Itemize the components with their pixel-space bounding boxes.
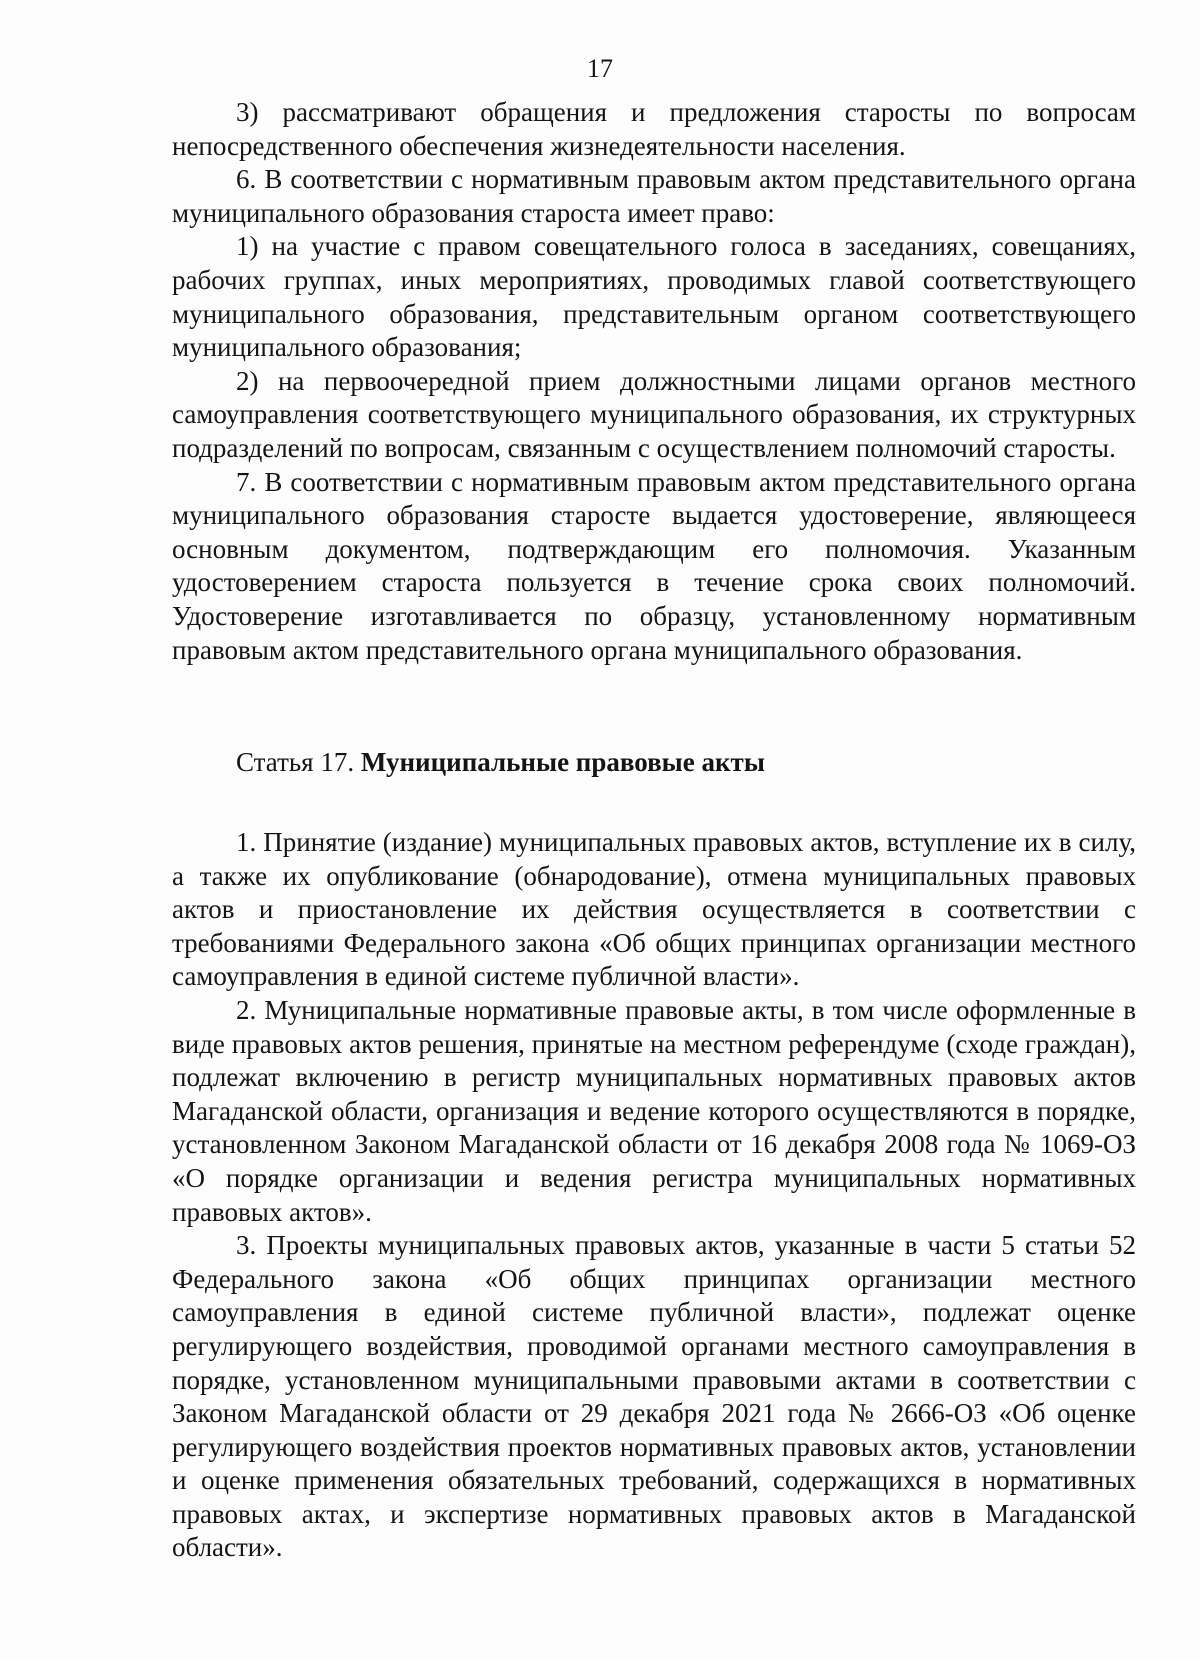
paragraph: 2) на первоочередной прием должностными лицами органов местного самоуправления соответствующего муниципального образования, их структурных подразделений по вопросам, связанным с осуществлением полномочий старосты. bbox=[172, 365, 1136, 463]
paragraph: 2. Муниципальные нормативные правовые акты, в том числе оформленные в виде правовых актов решения, принятые на местном референдуме (сходе граждан), подлежат включению в регистр муниципальных нормативных правовых актов Магаданской области, организация и ведение которого осуществляются в порядке, установленном Законом Магаданской области от 16 декабря 2008 года № 1069-ОЗ «О порядке организации и ведения регистра муниципальных нормативных правовых актов». bbox=[172, 994, 1136, 1227]
paragraph: 1) на участие с правом совещательного голоса в заседаниях, совещаниях, рабочих группах, иных мероприятиях, проводимых главой соответствующего муниципального образования, представительным органом соответствующего муниципального образования; bbox=[172, 231, 1136, 363]
paragraph: 7. В соответствии с нормативным правовым актом представительного органа муниципального образования старосте выдается удостоверение, являющееся основным документом, подтверждающим его полномочия. Указанным удостоверением староста пользуется в течение срока своих полномочий. Удостоверение изготавливается по образцу, установленному нормативным правовым актом представительного органа муниципального образования. bbox=[172, 466, 1136, 665]
article-heading bbox=[236, 745, 1136, 779]
page-number: 17 bbox=[587, 54, 613, 83]
text-block-lower bbox=[172, 826, 1136, 1565]
text-block-upper bbox=[172, 96, 1136, 667]
paragraph: 6. В соответствии с нормативным правовым актом представительного органа муниципального образования староста имеет право: bbox=[172, 164, 1136, 228]
article-title: Муниципальные правовые акты bbox=[360, 747, 765, 777]
paragraph: 3) рассматривают обращения и предложения старосты по вопросам непосредственного обеспечения жизнедеятельности населения. bbox=[172, 97, 1136, 161]
paragraph: 1. Принятие (издание) муниципальных правовых актов, вступление их в силу, а также их опубликование (обнародование), отмена муниципальных правовых актов и приостановление их действия осуществляется в соответствии с требованиями Федерального закона «Об общих принципах организации местного самоуправления в единой системе публичной власти». bbox=[172, 827, 1136, 992]
article-prefix: Статья 17. bbox=[236, 747, 355, 777]
paragraph: 3. Проекты муниципальных правовых актов, указанные в части 5 статьи 52 Федерального закона «Об общих принципах организации местного самоуправления в единой системе публичной власти», подлежат оценке регулирующего воздействия, проводимой органами местного самоуправления в порядке, установленном муниципальными правовыми актами в соответствии с Законом Магаданской области от 29 декабря 2021 года № 2666-ОЗ «Об оценке регулирующего воздействия проектов нормативных правовых актов, установлении и оценке применения обязательных требований, содержащихся в нормативных правовых актах, и экспертизе нормативных правовых актов в Магаданской области». bbox=[172, 1230, 1136, 1563]
